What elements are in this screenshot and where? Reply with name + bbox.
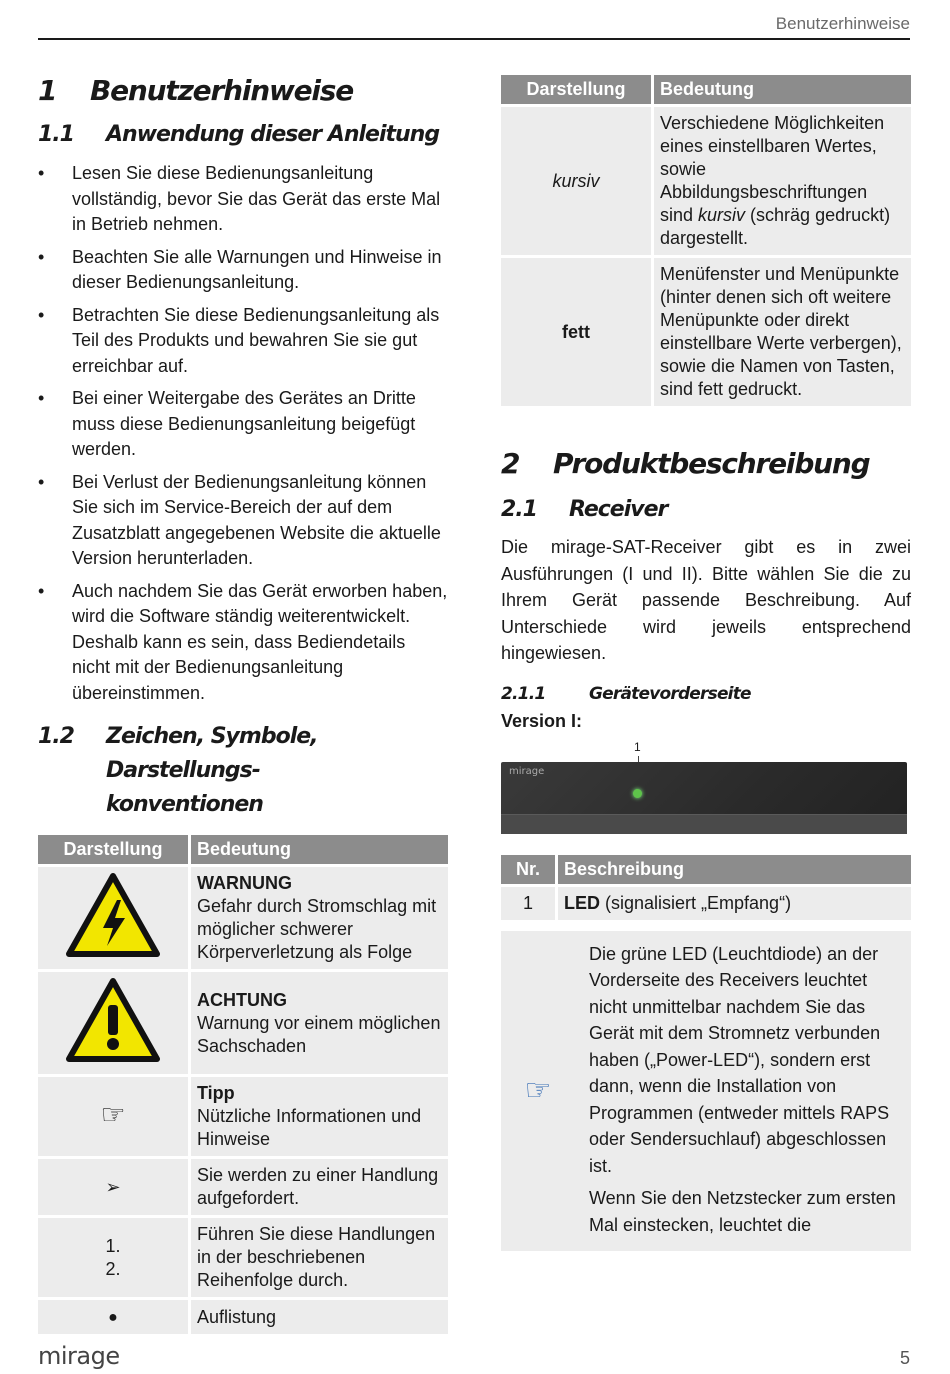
- section-number: 2: [501, 447, 520, 480]
- list-item: • Auch nachdem Sie das Gerät erworben haben, wird die Software ständig weiterentwickelt. Deshalb kann es sein, dass Bediendetails nicht mit der Bedienungsanleitung übereinstimmen.: [38, 579, 448, 707]
- table-row: [501, 887, 911, 920]
- kursiv-label: kursiv: [501, 107, 651, 255]
- left-column: [38, 72, 448, 1337]
- section-number: 1.2: [38, 724, 74, 749]
- kursiv-description: Verschiedene Möglichkeiten eines einstellbaren Wertes, sowie Abbildungsbeschriftungen sind: [660, 113, 885, 225]
- table-row: [38, 1159, 448, 1215]
- device-base: [501, 814, 907, 834]
- section-2-1-heading: [501, 493, 911, 526]
- section-2-1-1-heading: [501, 681, 911, 707]
- led-indicator: [633, 789, 642, 798]
- arrow-bullet-icon: ➢: [105, 1176, 121, 1197]
- device-logo: mirage: [509, 765, 545, 777]
- section-2-heading: [501, 445, 911, 483]
- list-item: • Lesen Sie diese Bedienungsanleitung vollständig, bevor Sie das Gerät das erste Mal in Betrieb nehmen.: [38, 161, 448, 238]
- section-title-line: konventionen: [106, 792, 263, 817]
- kursiv-inline: kursiv: [698, 205, 746, 225]
- caution-text: Warnung vor einem möglichen Sachschaden: [197, 1012, 441, 1056]
- section-title-line: Zeichen, Symbole, Darstellungs-: [106, 724, 318, 783]
- pointing-hand-icon: ☞: [100, 1099, 126, 1130]
- electric-warning-icon: [65, 872, 161, 958]
- section-1-2-heading: [38, 720, 448, 822]
- table-row: [38, 972, 448, 1074]
- table-row: [38, 1077, 448, 1156]
- action-text: Sie werden zu einer Handlung aufgefordert.: [191, 1159, 448, 1215]
- section-title: Produktbeschreibung: [553, 447, 870, 480]
- receiver-paragraph: Die mirage-SAT-Receiver gibt es in zwei Ausführungen (I und II). Bitte wählen Sie die zu Ihrem Gerät passende Beschreibung. Auf Unterschiede wird jeweils entsprechend hingewiesen.: [501, 537, 911, 663]
- table-header: Bedeutung: [191, 835, 448, 864]
- table-header: Beschreibung: [558, 855, 911, 884]
- step-number: 2.: [105, 1258, 121, 1279]
- header-rule: [38, 38, 910, 40]
- tip-paragraph: Die grüne LED (Leuchtdiode) an der Vorderseite des Receivers leuchtet nicht unmittelbar nachdem Sie das Gerät mit dem Stromnetz verbunden haben („Power-LED“), sondern erst dann, wenn die Installation von Programmen (entweder mittels RAPS oder Sendersuchlauf) abgeschlossen ist.: [589, 943, 890, 1176]
- tip-title: Tipp: [197, 1083, 235, 1103]
- list-item: • Beachten Sie alle Warnungen und Hinweise in dieser Bedienungsanleitung.: [38, 245, 448, 296]
- front-description-table: [498, 852, 914, 923]
- tip-box: [501, 931, 911, 1251]
- device-front-figure: [501, 740, 911, 860]
- section-title: Anwendung dieser Anleitung: [106, 122, 440, 147]
- right-column: [501, 72, 911, 1251]
- section-number: 1.1: [38, 122, 74, 147]
- section-title: Receiver: [569, 497, 668, 522]
- led-label: LED: [564, 892, 600, 913]
- usage-bullet-list: [38, 161, 448, 706]
- warning-text: Gefahr durch Stromschlag mit möglicher schwerer Körperverletzung als Folge: [197, 896, 437, 962]
- page-number: 5: [899, 1348, 910, 1368]
- caution-warning-icon: [65, 977, 161, 1063]
- table-header: Bedeutung: [654, 75, 911, 104]
- tip-text: Nützliche Informationen und Hinweise: [197, 1106, 422, 1149]
- table-row: [38, 867, 448, 969]
- step-number: 1.: [105, 1235, 121, 1256]
- pointing-hand-icon: ☞: [524, 1074, 552, 1107]
- warning-title: WARNUNG: [197, 873, 292, 893]
- section-title: Benutzerhinweise: [90, 74, 354, 107]
- fett-description: Menüfenster und Menüpunkte (hinter denen sich oft weitere Menüpunkte oder direkt einstellbare Werte verbergen), sowie die Namen von Tasten, sind fett gedruckt.: [654, 258, 911, 406]
- fett-label: fett: [501, 258, 651, 406]
- receiver-device: [501, 762, 907, 834]
- list-item: • Bei einer Weitergabe des Gerätes an Dritte muss diese Bedienungsanleitung beigefügt werden.: [38, 386, 448, 463]
- kursiv-description-end: (schräg gedruckt) dargestellt.: [660, 205, 891, 248]
- table-header: Darstellung: [501, 75, 651, 104]
- table-header: Nr.: [501, 855, 555, 884]
- section-number: 2.1: [501, 497, 537, 522]
- callout-number: 1: [634, 739, 641, 754]
- section-1-heading: [38, 72, 448, 110]
- section-title: Gerätevorderseite: [589, 683, 751, 704]
- led-description: (signalisiert „Empfang“): [600, 892, 792, 913]
- row-number: 1: [501, 887, 555, 920]
- list-text: Auflistung: [191, 1300, 448, 1334]
- table-row: [501, 258, 911, 406]
- table-row: [38, 1300, 448, 1334]
- section-number: 2.1.1: [501, 683, 546, 704]
- mirage-logo: mirage: [38, 1342, 120, 1370]
- caution-title: ACHTUNG: [197, 989, 287, 1010]
- section-number: 1: [38, 74, 57, 107]
- formatting-table: [498, 72, 914, 409]
- symbols-table: [35, 832, 451, 1337]
- table-row: [38, 1218, 448, 1297]
- bullet-dot-icon: ●: [108, 1309, 118, 1326]
- list-item: • Bei Verlust der Bedienungsanleitung können Sie sich im Service-Bereich der auf dem Zusatzblatt angegebenen Website die aktuelle Version herunterladen.: [38, 470, 448, 572]
- steps-text: Führen Sie diese Handlungen in der beschriebenen Reihenfolge durch.: [191, 1218, 448, 1297]
- tip-paragraph: Wenn Sie den Netzstecker zum ersten Mal einstecken, leuchtet die: [589, 1188, 896, 1235]
- table-header: Darstellung: [38, 835, 188, 864]
- version-label: Version I:: [501, 710, 583, 731]
- section-1-1-heading: [38, 118, 448, 151]
- list-item: • Betrachten Sie diese Bedienungsanleitung als Teil des Produkts und bewahren Sie sie gut erreichbar auf.: [38, 303, 448, 380]
- table-row: [501, 107, 911, 255]
- running-header: Benutzerhinweise: [775, 14, 910, 33]
